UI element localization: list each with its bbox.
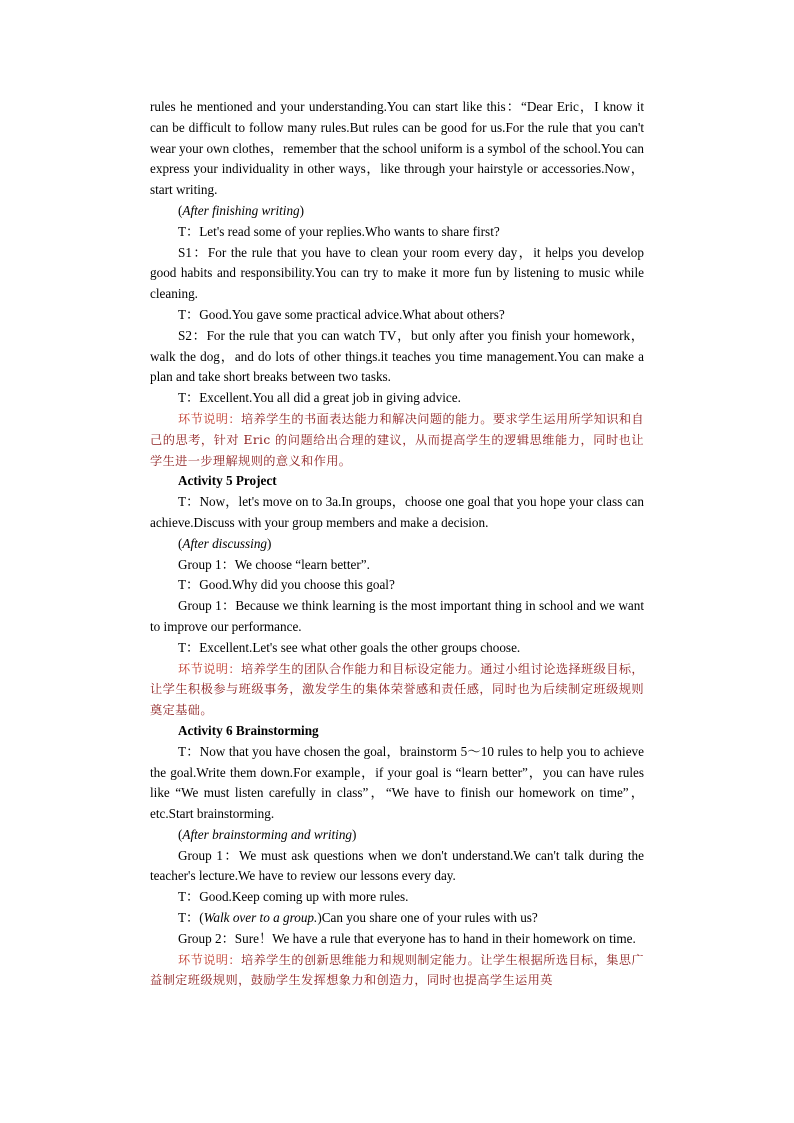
dialogue-teacher: T：Let's read some of your replies.Who wants to share first? [178, 223, 500, 239]
note-text: 培养学生的书面表达能力和解决问题的能力。要求学生运用所学知识和自己的思考，针对 Eric 的问题给出合理的建议，从而提高学生的逻辑思维能力，同时也让学生进一步理解规则的意义和作用。 [150, 411, 644, 468]
stage-direction [150, 825, 644, 846]
stage-direction [150, 534, 644, 555]
stage-direction-text: After discussing [182, 535, 268, 551]
stage-direction [150, 201, 644, 222]
dialogue-teacher: T：Excellent.Let's see what other goals the other groups choose. [178, 639, 521, 655]
speaker-prefix: T：( [178, 910, 204, 926]
paren-close: ) [299, 202, 305, 218]
stage-explanation-note [150, 409, 644, 471]
note-label: 环节说明： [178, 411, 241, 426]
dialogue-student: S2：For the rule that you can watch TV，but only after you finish your homework，walk the dog，and do lots of other things.it teaches you time management.You can make a plan and take short breaks between two tasks. [150, 327, 644, 385]
stage-explanation-note [150, 659, 644, 721]
note-text: 培养学生的团队合作能力和目标设定能力。通过小组讨论选择班级目标，让学生积极参与班级事务，激发学生的集体荣誉感和责任感，同时也为后续制定班级规则奠定基础。 [150, 661, 644, 718]
activity-heading: Activity 6 Brainstorming [178, 722, 319, 738]
dialogue-teacher: T：Good.Keep coming up with more rules. [178, 889, 409, 905]
activity-heading: Activity 5 Project [178, 473, 277, 489]
note-label: 环节说明： [178, 952, 241, 967]
dialogue-group: Group 1：We must ask questions when we don't understand.We can't talk during the teacher's lecture.We have to review our lessons every day. [150, 847, 644, 884]
dialogue-teacher: T：Excellent.You all did a great job in giving advice. [178, 390, 461, 406]
note-label: 环节说明： [178, 661, 241, 676]
stage-direction-text: After brainstorming and writing [182, 826, 353, 842]
dialogue-student: S1：For the rule that you have to clean your room every day，it helps you develop good habits and responsibility.You can try to make it more fun by listening to music while cleaning. [150, 244, 644, 302]
stage-direction-text: After finishing writing [182, 202, 300, 218]
dialogue-group: Group 1：We choose “learn better”. [178, 556, 370, 572]
dialogue-teacher: T：Now，let's move on to 3a.In groups，choose one goal that you hope your class can achieve.Discuss with your group members and make a decision. [150, 494, 644, 530]
stage-direction-text: Walk over to a group. [203, 910, 318, 926]
paragraph-continuation: rules he mentioned and your understanding.You can start like this：“Dear Eric，I know it can be difficult to follow many rules.But rules can be good for us.For the rule that you can't wear your own clothes，remember that the school uniform is a symbol of the school.You can express your individuality in other ways，like through your hairstyle or accessories.Now，start writing. [150, 99, 644, 198]
dialogue-teacher [150, 908, 644, 929]
paren-open: ( [178, 202, 183, 218]
dialogue-group: Group 1：Because we think learning is the most important thing in school and we want to improve our performance. [150, 598, 644, 634]
document-page [150, 97, 644, 991]
paren-close: ) [352, 826, 357, 842]
paren-close: ) [267, 535, 272, 551]
dialogue-group: Group 2：Sure！We have a rule that everyone has to hand in their homework on time. [178, 930, 636, 946]
paren-open: ( [178, 826, 183, 842]
dialogue-teacher: T：Now that you have chosen the goal，brainstorm 5～10 rules to help you to achieve the goal.Write them down.For example，if your goal is “learn better”，you can have rules like “We must listen carefully in class”，“We have to finish our homework on time”，etc.Start brainstorming. [150, 743, 644, 822]
dialogue-teacher: T：Good.You gave some practical advice.What about others? [178, 306, 505, 322]
stage-explanation-note [150, 950, 644, 992]
dialogue-teacher: T：Good.Why did you choose this goal? [178, 577, 395, 593]
dialogue-text: )Can you share one of your rules with us? [317, 910, 538, 926]
paren-open: ( [178, 535, 183, 551]
note-text: 培养学生的创新思维能力和规则制定能力。让学生根据所选目标，集思广益制定班级规则，鼓励学生发挥想象力和创造力，同时也提高学生运用英 [150, 952, 644, 988]
